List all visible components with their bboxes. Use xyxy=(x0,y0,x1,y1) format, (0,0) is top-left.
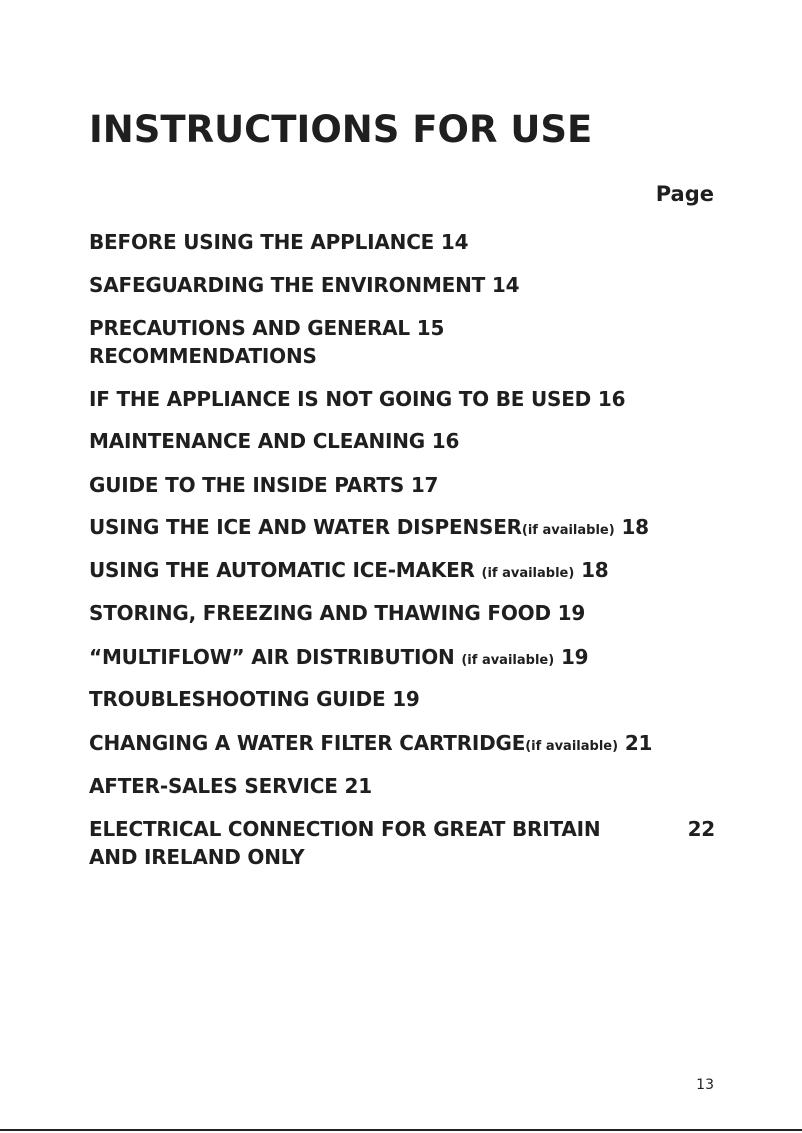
toc-entry-page: 19 xyxy=(392,687,420,711)
toc-entry-title: ELECTRICAL CONNECTION FOR GREAT BRITAIN xyxy=(89,817,601,841)
toc-entry xyxy=(89,513,715,545)
toc-entry xyxy=(89,228,715,256)
toc-entry xyxy=(89,271,715,299)
toc-entry-page: 21 xyxy=(624,731,653,755)
toc-entry xyxy=(89,772,715,800)
toc-entry-title: USING THE ICE AND WATER DISPENSER xyxy=(89,515,522,539)
toc-entry-page: 14 xyxy=(440,230,469,254)
toc-entry-title-continued: RECOMMENDATIONS xyxy=(89,344,317,368)
toc-entry-page: 17 xyxy=(410,473,439,497)
toc-entry-page: 19 xyxy=(560,645,589,669)
page-column-header: Page xyxy=(655,182,714,206)
toc-entry-title-continued: AND IRELAND ONLY xyxy=(89,845,305,869)
toc-entry-page: 18 xyxy=(581,558,609,582)
toc-entry xyxy=(89,314,715,370)
toc-entry-note: (if available) xyxy=(481,566,575,581)
toc-entry xyxy=(89,729,715,761)
toc-entry-page: 22 xyxy=(687,817,715,841)
toc-entry xyxy=(89,471,715,499)
toc-entry xyxy=(89,556,715,588)
toc-entry-title: AFTER-SALES SERVICE xyxy=(89,774,338,798)
toc-entry xyxy=(89,427,715,455)
toc-entry-title: SAFEGUARDING THE ENVIRONMENT xyxy=(89,273,486,297)
page-number: 13 xyxy=(696,1077,714,1093)
toc-entry-title: “MULTIFLOW” AIR DISTRIBUTION xyxy=(89,645,455,669)
toc-entry-title: USING THE AUTOMATIC ICE-MAKER xyxy=(89,558,475,582)
toc-entry-page: 16 xyxy=(431,429,460,453)
toc-entry-note: (if available) xyxy=(461,653,555,668)
toc-entry-title: STORING, FREEZING AND THAWING FOOD xyxy=(89,601,551,625)
toc-entry-page: 18 xyxy=(621,515,649,539)
toc-entry-title: BEFORE USING THE APPLIANCE xyxy=(89,230,435,254)
toc-entry xyxy=(89,385,715,413)
toc-entry-title: CHANGING A WATER FILTER CARTRIDGE xyxy=(89,731,526,755)
toc-entry-note: (if available) xyxy=(521,523,615,538)
toc-entry xyxy=(89,815,715,871)
toc-entry-title: GUIDE TO THE INSIDE PARTS xyxy=(89,473,405,497)
toc-entry-page: 14 xyxy=(491,273,520,297)
toc-entry-title: PRECAUTIONS AND GENERAL xyxy=(89,316,410,340)
bottom-rule xyxy=(0,1129,802,1131)
toc-entry-page: 19 xyxy=(557,601,586,625)
toc-entry xyxy=(89,599,715,627)
toc-entry-page: 16 xyxy=(597,387,626,411)
toc-entry xyxy=(89,685,715,713)
toc-entry-title: TROUBLESHOOTING GUIDE xyxy=(89,687,386,711)
toc-entry-page: 15 xyxy=(416,316,445,340)
toc-entry-title: IF THE APPLIANCE IS NOT GOING TO BE USED xyxy=(89,387,592,411)
toc-entry xyxy=(89,643,715,675)
toc-entry-note: (if available) xyxy=(525,739,619,754)
page-title: INSTRUCTIONS FOR USE xyxy=(89,108,593,151)
toc-entry-page: 21 xyxy=(344,774,372,798)
toc-entry-title: MAINTENANCE AND CLEANING xyxy=(89,429,426,453)
